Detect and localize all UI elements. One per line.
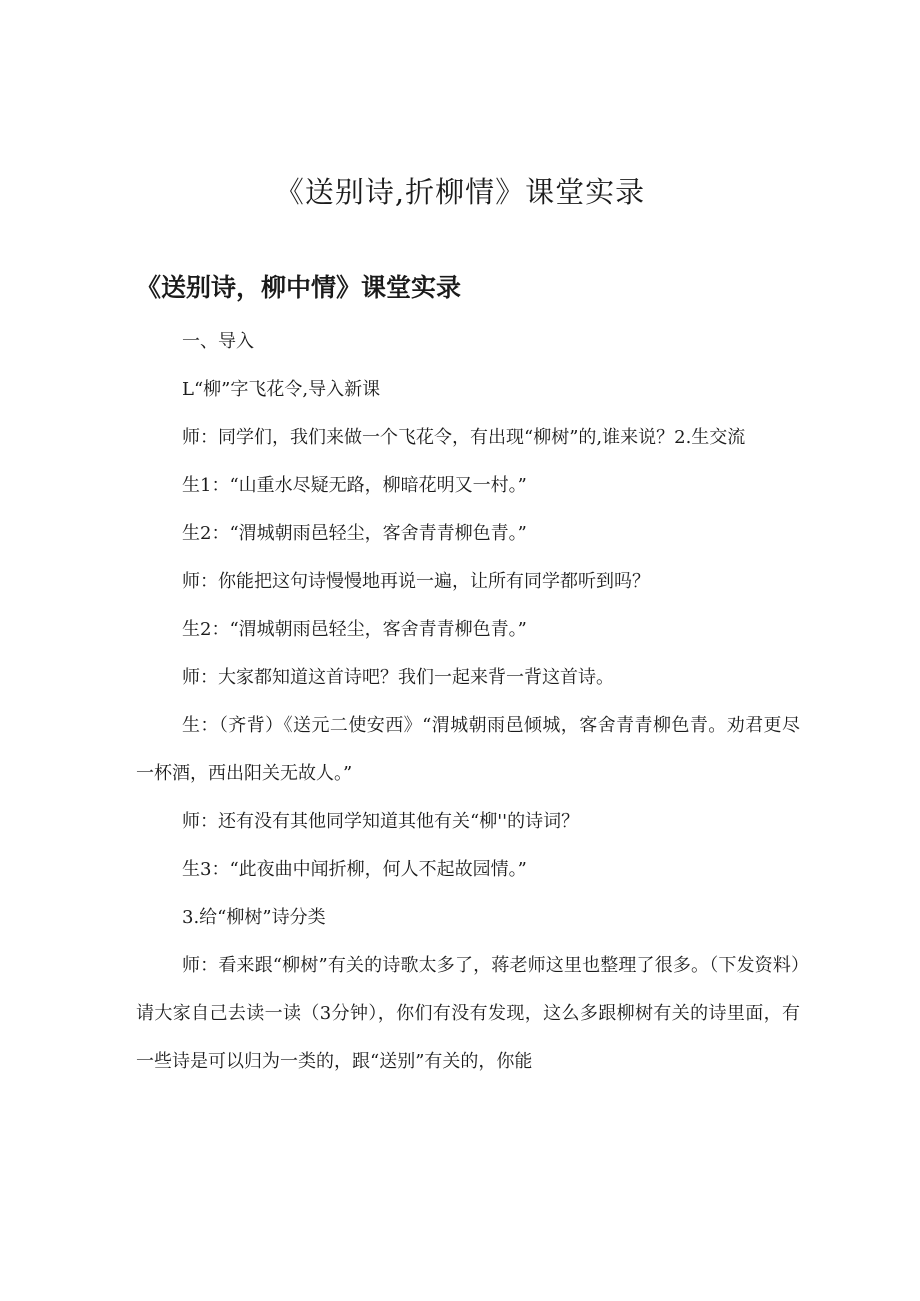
paragraph: 师：大家都知道这首诗吧？我们一起来背一背这首诗。 [182, 667, 614, 688]
paragraph-subheading-1: L“柳”字飞花令,导入新课 [182, 379, 381, 400]
paragraph: 生2：“渭城朝雨邑轻尘，客舍青青柳色青。” [182, 619, 527, 640]
paragraph: 生3：“此夜曲中闻折柳，何人不起故园情。” [182, 859, 527, 880]
document-body [136, 318, 800, 1086]
paragraph: 师：还有没有其他同学知道其他有关“柳''的诗词？ [182, 811, 580, 832]
paragraph: 师：看来跟“柳树”有关的诗歌太多了，蒋老师这里也整理了很多。（下发资料）请大家自己去读一读（3分钟），你们有没有发现，这么多跟柳树有关的诗里面，有一些诗是可以归为一类的，跟“送别”有关的，你能 [136, 955, 800, 1072]
paragraph-heading-intro: 一、导入 [182, 331, 254, 352]
paragraph: 生：（齐背）《送元二使安西》“渭城朝雨邑倾城，客舍青青柳色青。劝君更尽一杯酒，西出阳关无故人。” [136, 715, 800, 784]
paragraph-subheading-3: 3.给“柳树”诗分类 [182, 907, 326, 928]
paragraph: 师：你能把这句诗慢慢地再说一遍，让所有同学都听到吗？ [182, 571, 650, 592]
paragraph: 生1：“山重水尽疑无路，柳暗花明又一村。” [182, 475, 527, 496]
paragraph: 生2：“渭城朝雨邑轻尘，客舍青青柳色青。” [182, 523, 527, 544]
paragraph: 师：同学们，我们来做一个飞花令，有出现“柳树”的,谁来说？2.生交流 [182, 427, 746, 448]
document-title: 《送别诗,折柳情》课堂实录 [274, 175, 646, 209]
section-title: 《送别诗，柳中情》课堂实录 [136, 273, 462, 302]
